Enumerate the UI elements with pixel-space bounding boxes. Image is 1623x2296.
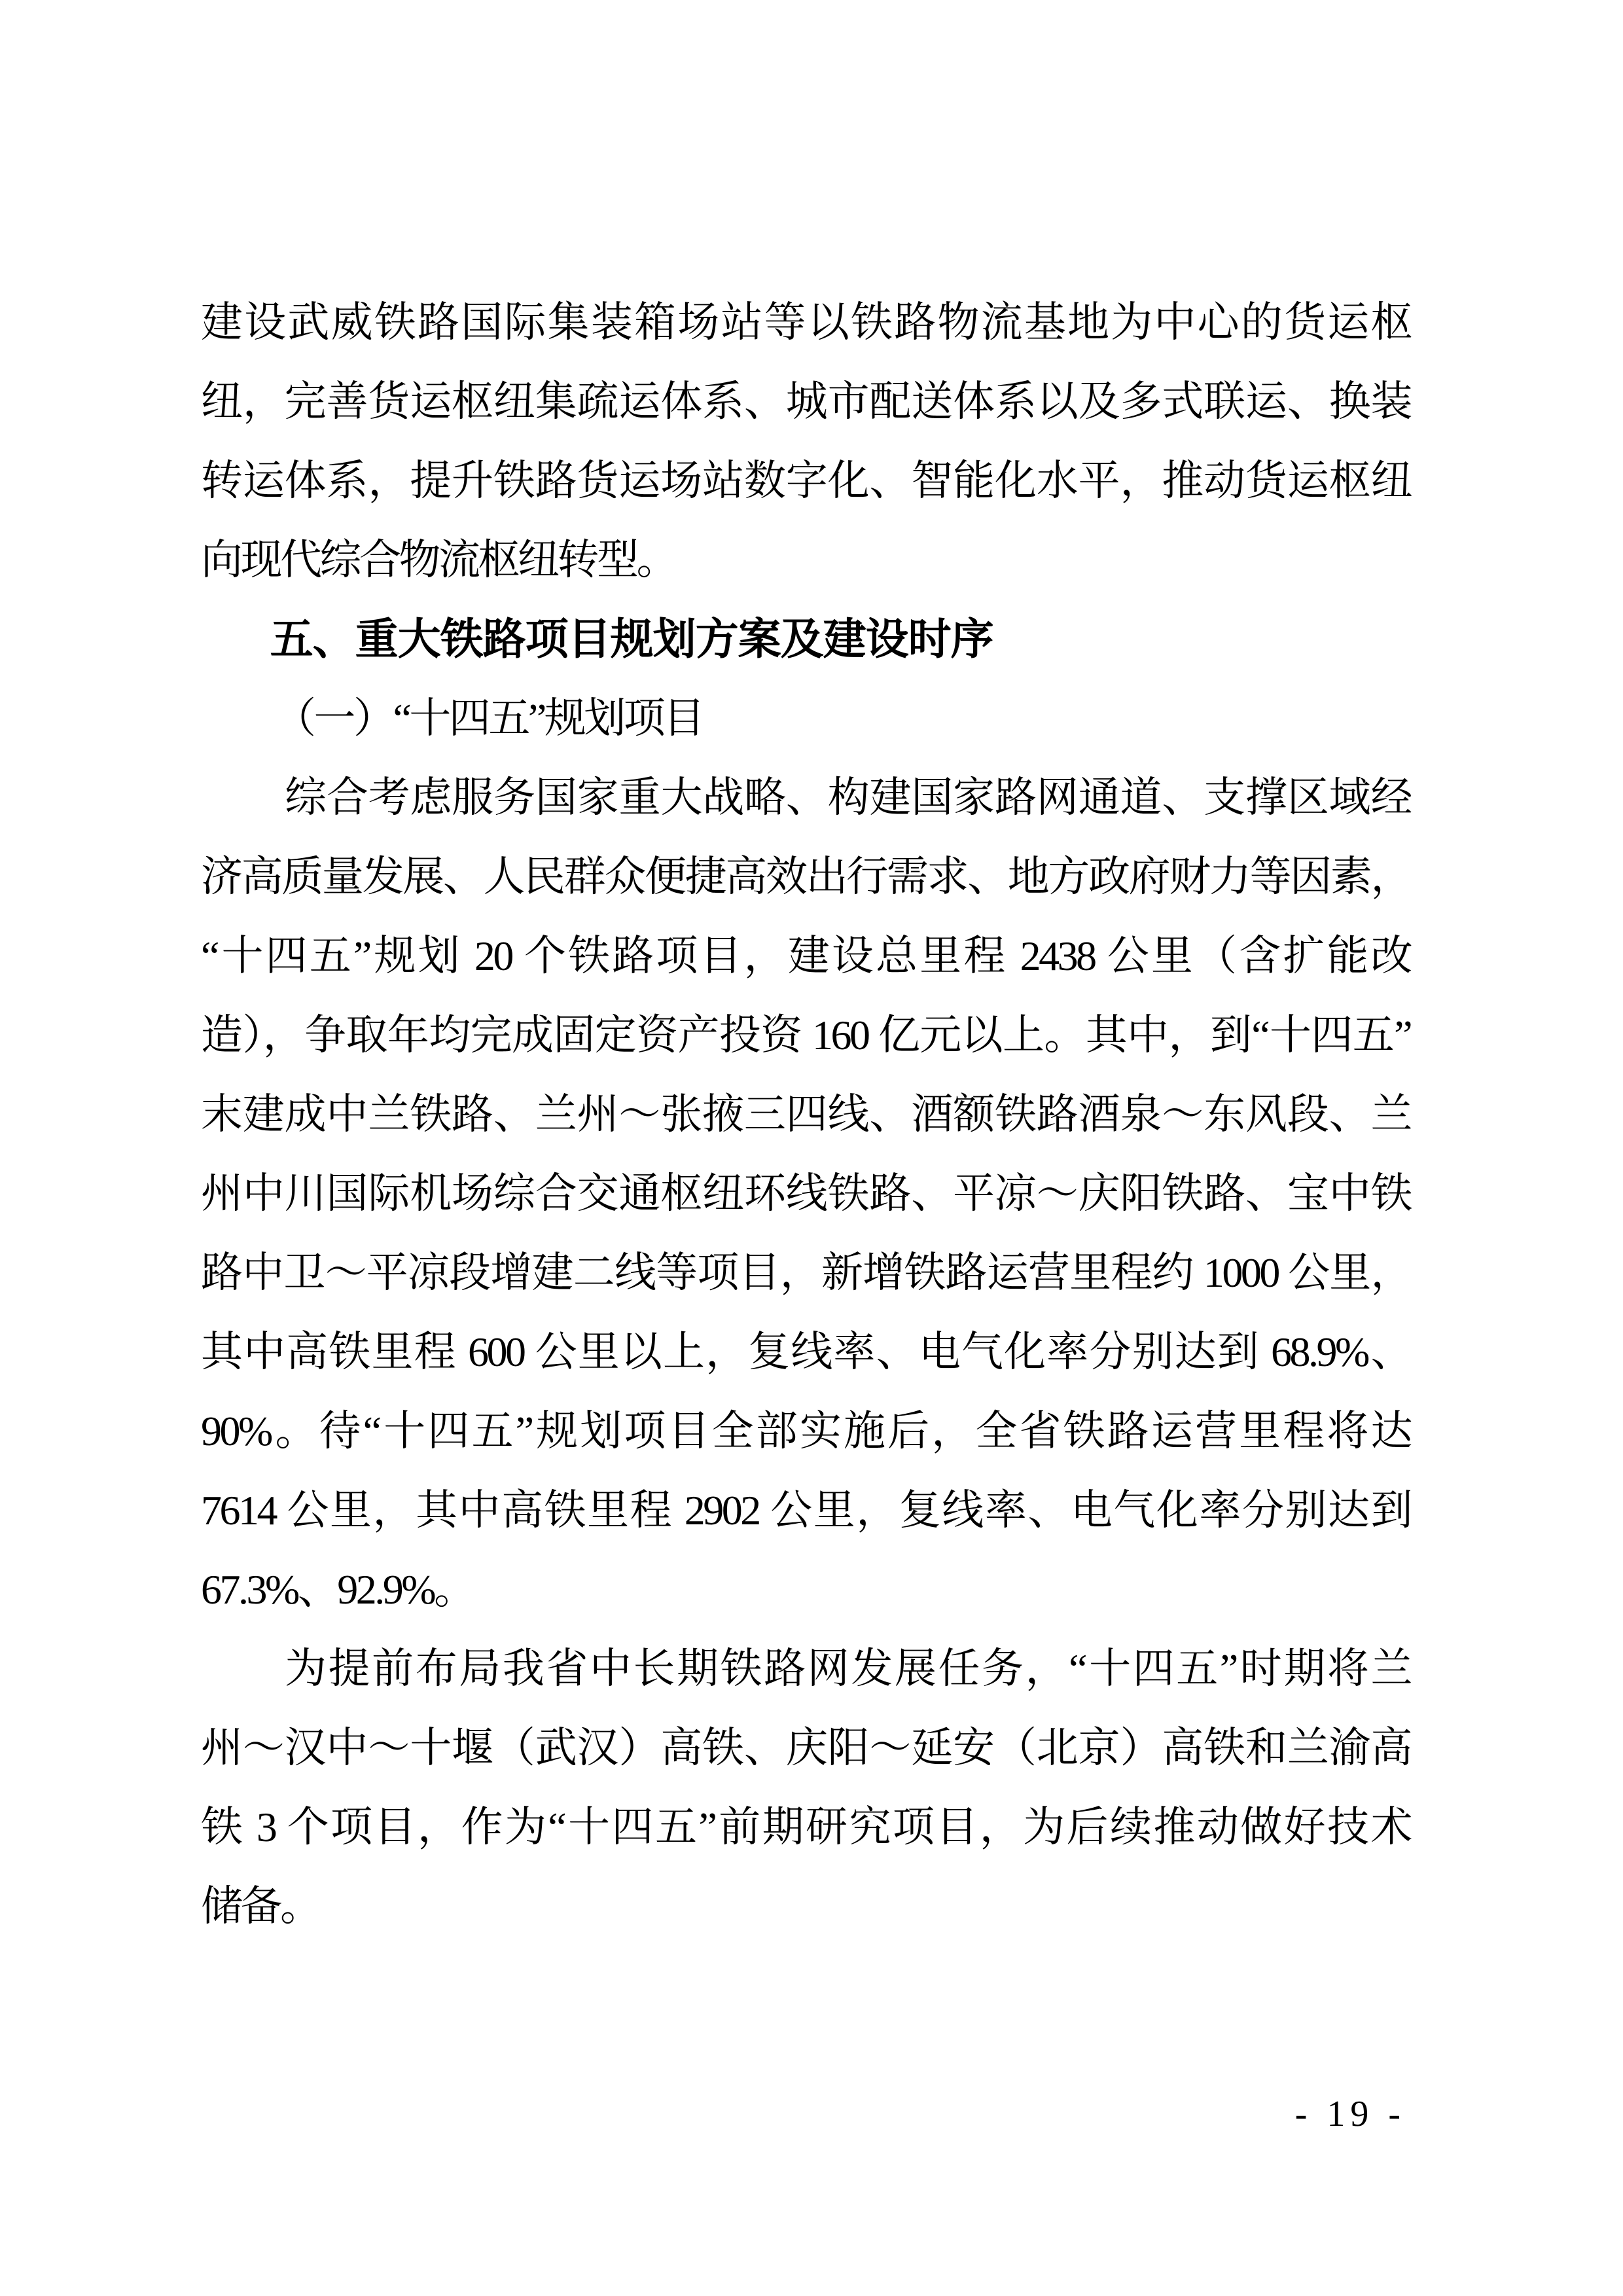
page-number: - 19 - (1294, 2094, 1406, 2134)
body-line: 67.3%、92.9%。 (201, 1566, 474, 1613)
section-heading: 五、重大铁路项目规划方案及建设时序 (270, 615, 993, 663)
body-line: 建设武威铁路国际集装箱场站等以铁路物流基地为中心的货运枢 (201, 299, 1410, 346)
body-line: 铁 3 个项目，作为“十四五”前期研究项目，为后续推动做好技术 (201, 1804, 1410, 1850)
body-line: 造），争取年均完成固定资产投资 160 亿元以上。其中，到“十四五” (201, 1012, 1410, 1058)
body-line: 为提前布局我省中长期铁路网发展任务，“十四五”时期将兰 (285, 1645, 1410, 1692)
body-line: 路中卫～平凉段增建二线等项目，新增铁路运营里程约 1000 公里， (201, 1249, 1410, 1296)
body-line: “十四五”规划 20 个铁路项目，建设总里程 2438 公里（含扩能改 (201, 933, 1410, 979)
body-line: 州中川国际机场综合交通枢纽环线铁路、平凉～庆阳铁路、宝中铁 (201, 1170, 1410, 1217)
body-line: 纽，完善货运枢纽集疏运体系、城市配送体系以及多式联运、换装 (201, 378, 1410, 425)
body-line: 90%。待“十四五”规划项目全部实施后，全省铁路运营里程将达 (201, 1408, 1410, 1454)
subsection-heading: （一）“十四五”规划项目 (274, 695, 703, 742)
text-block (201, 283, 1410, 1946)
body-line: 转运体系，提升铁路货运场站数字化、智能化水平，推动货运枢纽 (201, 457, 1410, 504)
body-line: 储备。 (201, 1883, 320, 1929)
body-line: 综合考虑服务国家重大战略、构建国家路网通道、支撑区域经 (285, 774, 1410, 821)
body-line: 向现代综合物流枢纽转型。 (201, 537, 676, 583)
body-line: 州～汉中～十堰（武汉）高铁、庆阳～延安（北京）高铁和兰渝高 (201, 1725, 1410, 1771)
body-line: 其中高铁里程 600 公里以上，复线率、电气化率分别达到 68.9%、 (201, 1329, 1410, 1375)
body-line: 济高质量发展、人民群众便捷高效出行需求、地方政府财力等因素， (201, 853, 1410, 900)
body-line: 7614 公里，其中高铁里程 2902 公里，复线率、电气化率分别达到 (201, 1487, 1410, 1534)
body-line: 末建成中兰铁路、兰州～张掖三四线、酒额铁路酒泉～东风段、兰 (201, 1091, 1410, 1138)
